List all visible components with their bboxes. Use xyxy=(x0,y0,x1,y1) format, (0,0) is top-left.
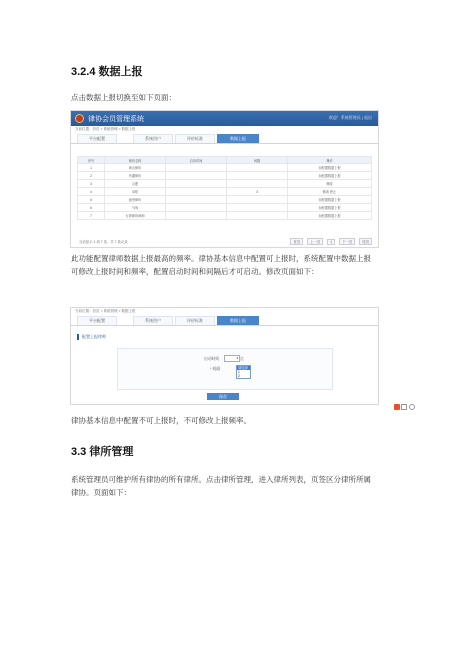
col-header-start-time: 启动时间 xyxy=(166,157,227,164)
config-section-title: 配置上报律师 xyxy=(77,334,106,340)
table-cell xyxy=(227,204,288,212)
start-time-suffix: 点 xyxy=(240,357,244,361)
tab-bar xyxy=(71,316,378,326)
table-cell: 2 xyxy=(78,172,105,180)
breadcrumb: 当前位置：首页 > 系统管理 > 数据上报 xyxy=(75,309,136,313)
table-cell: 5 xyxy=(78,196,105,204)
data-report-edit-screenshot xyxy=(70,307,379,405)
table-cell: 3 xyxy=(78,180,105,188)
start-time-label: 启动时间 xyxy=(204,357,220,361)
table-cell: 台湾律协律师 xyxy=(105,212,166,220)
section-3-3-paragraph: 系统管理员可维护所有律协的所有律所。点击律所管理，进入律所列表，页签区分律所所属律协。页面如下： xyxy=(71,475,371,497)
tab-data-report[interactable]: 数据上报 xyxy=(217,134,259,143)
col-header-association: 律协名称 xyxy=(105,157,166,164)
table-row xyxy=(78,180,372,188)
chevron-down-icon: ▾ xyxy=(236,356,238,360)
section-heading-3-2-4: 3.2.4 数据上报 xyxy=(71,66,143,78)
row-action-cell[interactable]: 修改 停止 xyxy=(288,188,372,196)
table-cell: 合肥 xyxy=(105,180,166,188)
pager-info: 当前显示 1 到 7 条，共 7 条记录 xyxy=(79,240,128,244)
interval-option[interactable]: 2 xyxy=(238,374,240,378)
col-header-actions: 操作 xyxy=(288,157,372,164)
row-action-cell[interactable]: 未配置数据上报 xyxy=(288,172,372,180)
app-title: 律协会员管理系统 xyxy=(88,116,144,123)
tab-platform-config[interactable]: 平台配置 xyxy=(77,134,117,143)
lawyer-association-logo-icon xyxy=(75,114,84,123)
tab-evaluation-standard[interactable]: 评价标准 xyxy=(175,134,215,143)
table-cell: 黄山律协 xyxy=(105,164,166,172)
data-report-table xyxy=(77,156,372,220)
table-cell xyxy=(227,172,288,180)
table-cell: 7 xyxy=(78,212,105,220)
note-text: 律协基本信息中配置不可上报时，不可修改上报频率。 xyxy=(71,416,251,425)
row-action-cell[interactable]: 修改 xyxy=(288,180,372,188)
app-header xyxy=(71,111,378,126)
table-row xyxy=(78,196,372,204)
table-cell xyxy=(227,180,288,188)
row-action-cell[interactable]: 未配置数据上报 xyxy=(288,212,372,220)
breadcrumb: 当前位置：首页 > 系统管理 > 数据上报 xyxy=(75,127,136,131)
table-cell: 4 xyxy=(78,188,105,196)
section-heading-3-3: 3.3 律所管理 xyxy=(71,446,134,458)
save-button[interactable]: 保存 xyxy=(207,393,239,400)
pager-next-button[interactable]: 下一页 xyxy=(339,238,355,245)
data-report-list-screenshot xyxy=(70,110,379,248)
table-cell xyxy=(227,212,288,220)
settings-icon[interactable] xyxy=(409,404,415,410)
tab-platform-config[interactable]: 平台配置 xyxy=(77,316,117,325)
tab-data-report[interactable]: 数据上报 xyxy=(217,316,259,325)
interval-dropdown[interactable] xyxy=(236,365,251,379)
table-cell: 6 xyxy=(78,204,105,212)
table-cell xyxy=(166,204,227,212)
table-cell xyxy=(166,188,227,196)
config-form xyxy=(117,348,333,390)
table-cell xyxy=(166,164,227,172)
table-row xyxy=(78,164,372,172)
table-cell: 3 xyxy=(227,188,288,196)
interval-label: * 间隔 xyxy=(210,367,221,371)
table-row xyxy=(78,188,372,196)
table-row xyxy=(78,212,372,220)
start-time-select[interactable] xyxy=(224,355,240,362)
section-intro-text: 点击数据上报切换至如下页面： xyxy=(71,93,176,102)
col-header-interval: 间隔 xyxy=(227,157,288,164)
interval-option[interactable]: 请选择 xyxy=(237,366,250,370)
pager-page-1-button[interactable]: 1 xyxy=(327,239,335,245)
interval-option[interactable]: 1 xyxy=(238,370,240,374)
col-header-index: 序号 xyxy=(78,157,105,164)
row-action-cell[interactable]: 未配置数据上报 xyxy=(288,196,372,204)
table-row xyxy=(78,204,372,212)
row-action-cell[interactable]: 未配置数据上报 xyxy=(288,164,372,172)
pager-prev-button[interactable]: 上一页 xyxy=(307,238,323,245)
pager xyxy=(287,238,372,245)
tab-evaluation-standard[interactable]: 评价标准 xyxy=(175,316,215,325)
tab-system-users[interactable]: 系统用户 xyxy=(133,316,173,325)
table-header-row xyxy=(78,157,372,164)
header-user-links[interactable]: 欢迎！系统管理员 | 退出 xyxy=(328,115,372,120)
floating-toolbar xyxy=(394,404,415,411)
table-cell xyxy=(166,172,227,180)
table-cell: 马尚 xyxy=(105,204,166,212)
table-cell xyxy=(166,196,227,204)
pager-last-button[interactable]: 尾页 xyxy=(359,238,372,245)
pager-first-button[interactable]: 首页 xyxy=(290,238,303,245)
keyboard-icon[interactable] xyxy=(401,404,407,410)
table-cell: 阜阳 xyxy=(105,188,166,196)
table-cell xyxy=(166,212,227,220)
tab-bar xyxy=(71,134,378,144)
table-row xyxy=(78,172,372,180)
table-cell xyxy=(166,180,227,188)
tab-system-users[interactable]: 系统用户 xyxy=(133,134,173,143)
table-cell: 1 xyxy=(78,164,105,172)
body-paragraph: 此功能配置律师数据上报最高的频率。律协基本信息中配置可上报时，系统配置中数据上报可修改上报时间和频率，配置启动时间和间隔后才可启动。修改页面如下： xyxy=(71,254,371,276)
table-cell: 池州律协 xyxy=(105,196,166,204)
table-cell xyxy=(227,196,288,204)
sogou-input-icon[interactable] xyxy=(394,404,400,410)
row-action-cell[interactable]: 未配置数据上报 xyxy=(288,204,372,212)
table-cell xyxy=(227,164,288,172)
table-cell: 芜湖律协 xyxy=(105,172,166,180)
